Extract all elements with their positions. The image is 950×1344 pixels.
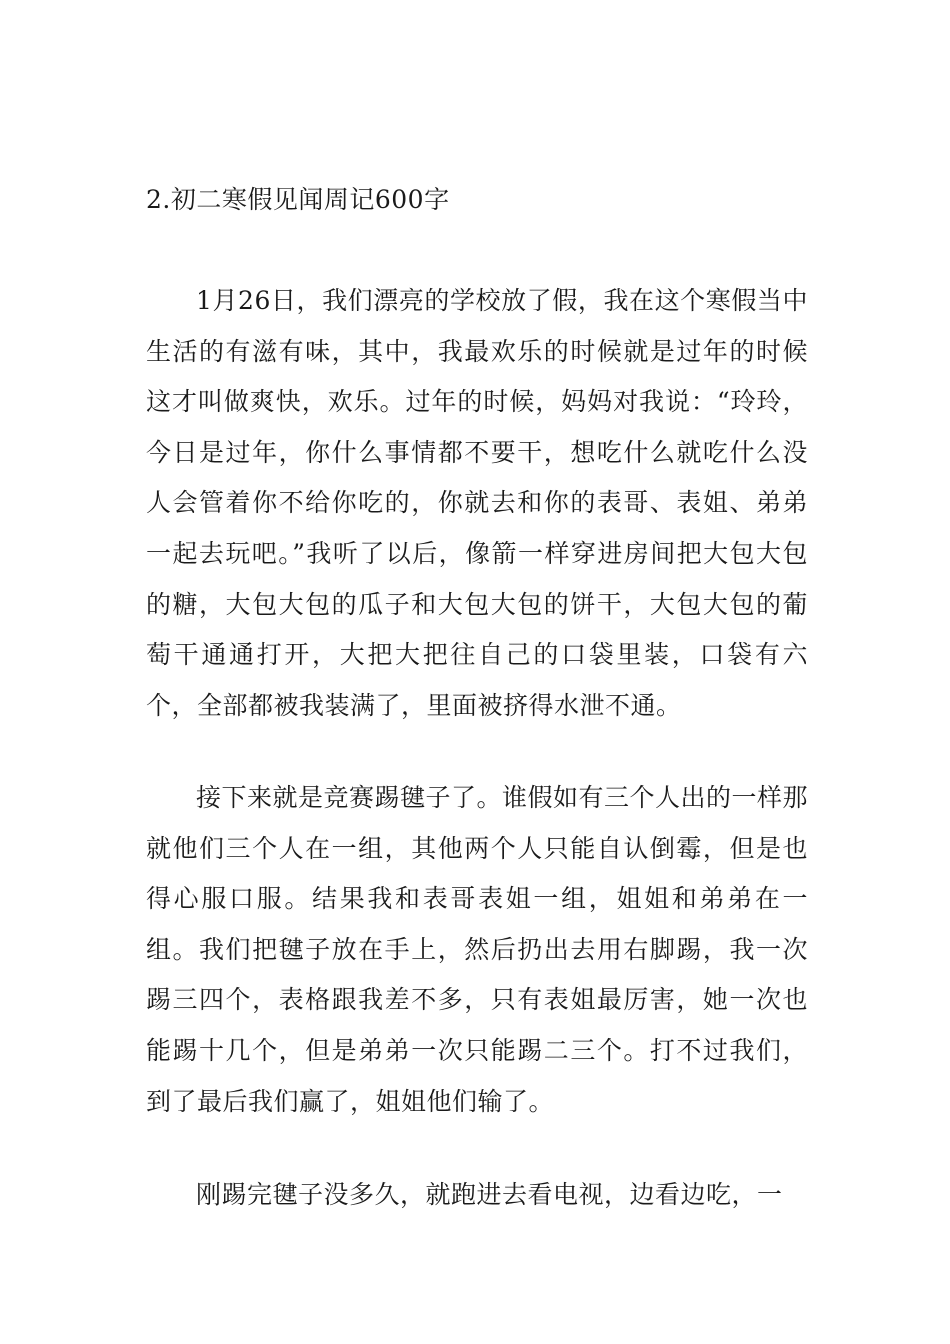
paragraph-1: 1月26日，我们漂亮的学校放了假，我在这个寒假当中生活的有滋有味，其中，我最欢乐的时候就是过年的时候这才叫做爽快，欢乐。过年的时候，妈妈对我说：“玲玲，今日是过年，你什么事情都不要干，想吃什么就吃什么没人会管着你不给你吃的，你就去和你的表哥、表姐、弟弟一起去玩吧。”我听了以后，像箭一样穿进房间把大包大包的糖，大包大包的瓜子和大包大包的饼干，大包大包的葡萄干通通打开，大把大把往自己的口袋里装，口袋有六个，全部都被我装满了，里面被挤得水泄不通。	[146, 286, 808, 720]
paragraph-3: 刚踢完毽子没多久，就跑进去看电视，边看边吃，一	[196, 1180, 783, 1209]
paragraph-2: 接下来就是竞赛踢毽子了。谁假如有三个人出的一样那就他们三个人在一组，其他两个人只能自认倒霉，但是也得心服口服。结果我和表哥表姐一组，姐姐和弟弟在一组。我们把毽子放在手上，然后扔出去用右脚踢，我一次踢三四个，表格跟我差不多，只有表姐最厉害，她一次也能踢十几个，但是弟弟一次只能踢二三个。打不过我们，到了最后我们赢了，姐姐他们输了。	[146, 783, 809, 1116]
document-heading: 2.初二寒假见闻周记600字	[146, 185, 450, 214]
